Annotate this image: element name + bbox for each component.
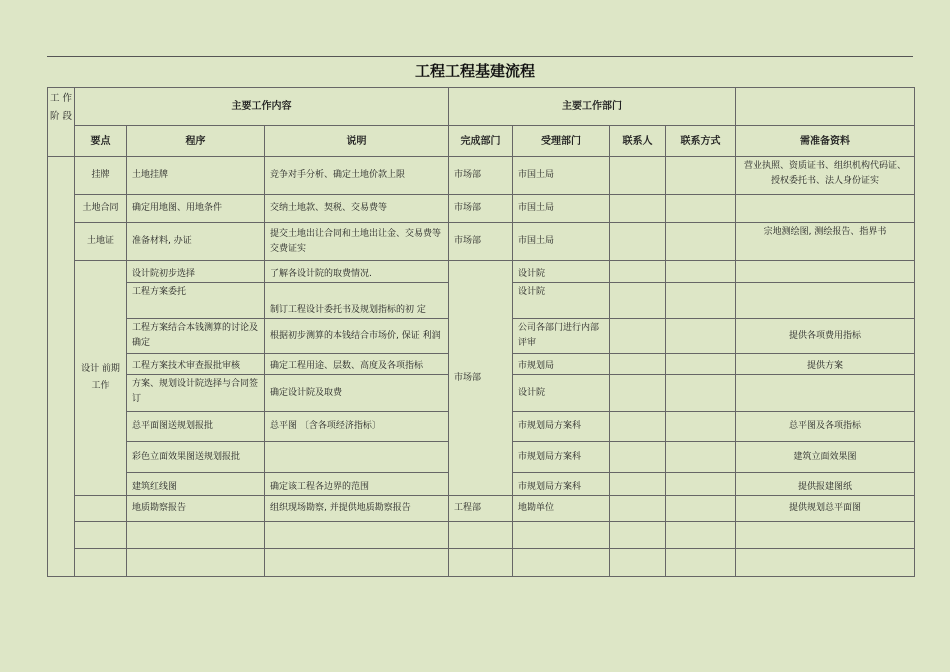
cell-materials [736,283,915,319]
table-row [48,261,915,283]
cell-description: 制订工程设计委托书及规划指标的初 定 [265,283,449,319]
cell-materials [736,195,915,223]
cell-contact [610,473,666,496]
cell-done-dept-design: 市场部 [449,261,513,496]
cell-point: 土地证 [75,223,127,261]
cell-contact-method [666,195,736,223]
cell-contact-method [666,375,736,412]
cell-procedure: 方案、规划设计院选择与合同签订 [127,375,265,412]
cell-procedure: 地质勘察报告 [127,496,265,522]
cell-contact [610,522,666,549]
table-row-empty [48,522,915,549]
cell-accept-dept: 公司各部门进行内部评审 [513,319,610,354]
table-row [48,195,915,223]
cell-point [75,549,127,577]
col-description: 说明 [265,126,449,157]
cell-contact-method [666,522,736,549]
dept-group-header: 主要工作部门 [449,88,736,126]
table-row-empty [48,549,915,577]
cell-accept-dept: 地勘单位 [513,496,610,522]
cell-contact-method [666,549,736,577]
cell-description: 竞争对手分析、确定土地价款上限 [265,157,449,195]
cell-contact-method [666,157,736,195]
cell-done-dept: 工程部 [449,496,513,522]
cell-contact-method [666,261,736,283]
cell-materials: 总平图及各项指标 [736,412,915,442]
col-point: 要点 [75,126,127,157]
header-row-1 [48,88,915,126]
cell-description: 根据初步测算的本钱结合市场价, 保证 利润 [265,319,449,354]
cell-contact-method [666,354,736,375]
cell-materials: 提供各项费用指标 [736,319,915,354]
cell-contact-method [666,473,736,496]
cell-materials: 建筑立面效果图 [736,442,915,473]
col-contact-method: 联系方式 [666,126,736,157]
cell-accept-dept: 市规划局方案科 [513,442,610,473]
cell-description: 交纳土地款、契税、交易费等 [265,195,449,223]
cell-procedure: 设计院初步选择 [127,261,265,283]
cell-done-dept: 市场部 [449,223,513,261]
table-row [48,157,915,195]
cell-done-dept [449,549,513,577]
cell-accept-dept: 设计院 [513,375,610,412]
cell-contact [610,283,666,319]
cell-done-dept: 市场部 [449,195,513,223]
cell-materials: 营业执照、资质证书、组织机构代码证、授权委托书、法人身份证实 [736,157,915,195]
cell-contact [610,496,666,522]
cell-contact [610,319,666,354]
cell-contact [610,412,666,442]
cell-done-dept: 市场部 [449,157,513,195]
col-contact: 联系人 [610,126,666,157]
cell-description: 确定设计院及取费 [265,375,449,412]
cell-procedure: 确定用地图、用地条件 [127,195,265,223]
cell-point [75,522,127,549]
cell-procedure: 总平面图送规划报批 [127,412,265,442]
cell-procedure [127,549,265,577]
cell-materials: 宗地测绘图, 测绘报告、指界书 [736,223,915,261]
cell-point: 土地合同 [75,195,127,223]
cell-materials: 提供方案 [736,354,915,375]
top-rule [47,56,913,57]
cell-procedure: 工程方案结合本钱测算的讨论及确定 [127,319,265,354]
cell-description [265,549,449,577]
cell-materials [736,375,915,412]
cell-description: 确定该工程各边界的范围 [265,473,449,496]
col-procedure: 程序 [127,126,265,157]
table-row [48,223,915,261]
cell-contact [610,157,666,195]
cell-description: 提交土地出让合同和土地出让金、交易费等交费证实 [265,223,449,261]
cell-point-design-stage: 设计 前期工作 [75,261,127,496]
cell-contact [610,442,666,473]
cell-accept-dept: 市国土局 [513,223,610,261]
cell-accept-dept: 市规划局 [513,354,610,375]
cell-procedure: 准备材料, 办证 [127,223,265,261]
cell-contact [610,375,666,412]
cell-materials: 提供报建图纸 [736,473,915,496]
cell-procedure [127,522,265,549]
cell-contact-method [666,283,736,319]
cell-accept-dept: 设计院 [513,261,610,283]
page-title: 工程工程基建流程 [414,62,535,80]
col-done-dept: 完成部门 [449,126,513,157]
cell-procedure: 彩色立面效果图送规划报批 [127,442,265,473]
cell-description [265,522,449,549]
cell-contact [610,354,666,375]
stage-column-body [48,157,75,577]
cell-contact-method [666,496,736,522]
cell-materials [736,261,915,283]
cell-description [265,442,449,473]
header-row-2 [48,126,915,157]
cell-accept-dept: 市规划局方案科 [513,473,610,496]
cell-procedure: 土地挂牌 [127,157,265,195]
col-materials: 需准备资料 [736,126,915,157]
cell-procedure: 建筑红线图 [127,473,265,496]
cell-done-dept [449,522,513,549]
cell-contact-method [666,319,736,354]
cell-contact-method [666,412,736,442]
cell-accept-dept: 设计院 [513,283,610,319]
content-group-header: 主要工作内容 [75,88,449,126]
cell-accept-dept: 市国土局 [513,195,610,223]
workflow-table [47,87,915,577]
cell-point [75,496,127,522]
cell-contact [610,261,666,283]
cell-procedure: 工程方案技术审查报批审核 [127,354,265,375]
cell-accept-dept [513,522,610,549]
cell-accept-dept: 市国土局 [513,157,610,195]
cell-contact [610,549,666,577]
cell-materials [736,549,915,577]
cell-accept-dept [513,549,610,577]
cell-description: 确定工程用途、层数、高度及各项指标 [265,354,449,375]
cell-procedure: 工程方案委托 [127,283,265,319]
stage-header: 工 作阶 段 [48,88,75,157]
cell-contact-method [666,442,736,473]
cell-description: 组织现场勘察, 并提供地质勘察报告 [265,496,449,522]
table-row [48,496,915,522]
cell-materials [736,522,915,549]
cell-contact [610,223,666,261]
cell-contact [610,195,666,223]
cell-point: 挂牌 [75,157,127,195]
header-blank [736,88,915,126]
cell-materials: 提供规划总平面图 [736,496,915,522]
col-accept-dept: 受理部门 [513,126,610,157]
cell-description: 了解各设计院的取费情况. [265,261,449,283]
cell-description: 总平图 〔含各项经济指标〕 [265,412,449,442]
cell-accept-dept: 市规划局方案科 [513,412,610,442]
cell-contact-method [666,223,736,261]
